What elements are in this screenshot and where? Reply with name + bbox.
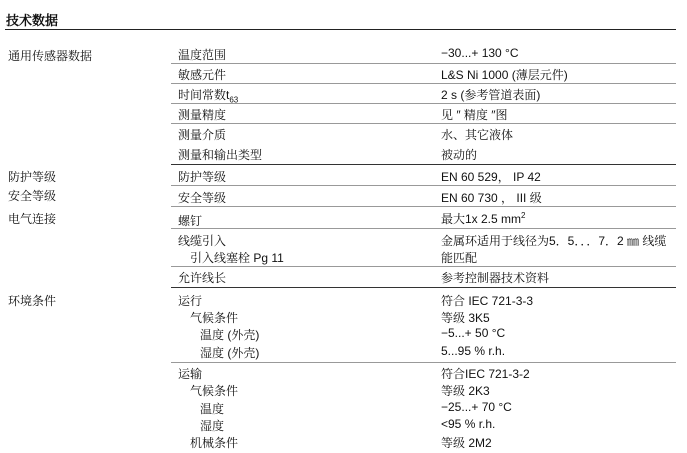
value-op-humidity: 5...95 % r.h. bbox=[441, 344, 506, 358]
label-screw: 螺钉 bbox=[178, 214, 203, 228]
row-divider bbox=[171, 206, 676, 207]
value-op-climate: 等级 3K5 bbox=[441, 311, 490, 325]
value-cable-length: 参考控制器技术资料 bbox=[441, 271, 550, 285]
row-divider bbox=[171, 228, 676, 229]
section-protection: 防护等级 bbox=[8, 170, 57, 184]
label-time-constant-sub: 63 bbox=[229, 95, 239, 105]
value-temperature-range: −30...+ 130 °C bbox=[441, 46, 519, 60]
row-divider bbox=[171, 63, 676, 64]
label-op-humidity: 湿度 (外壳) bbox=[200, 346, 260, 360]
value-op-temperature: −5...+ 50 °C bbox=[441, 326, 506, 340]
value-safety: EN 60 730 ， III 级 bbox=[441, 191, 542, 205]
section-divider bbox=[171, 287, 676, 288]
value-gland: 能匹配 bbox=[441, 251, 478, 265]
row-divider bbox=[171, 83, 676, 84]
label-operation: 运行 bbox=[178, 294, 203, 308]
value-tr-mechanical: 等级 2M2 bbox=[441, 436, 492, 450]
label-medium: 测量介质 bbox=[178, 128, 227, 142]
label-sensing-element: 敏感元件 bbox=[178, 68, 227, 82]
section-safety: 安全等级 bbox=[8, 189, 57, 203]
title-rule bbox=[5, 29, 676, 30]
label-tr-temperature: 温度 bbox=[200, 402, 225, 416]
value-time-constant: 2 s (参考管道表面) bbox=[441, 88, 541, 102]
value-screw-text: 最大1x 2.5 mm bbox=[441, 212, 522, 226]
value-accuracy: 见 ″ 精度 ″图 bbox=[441, 108, 508, 122]
label-tr-humidity: 湿度 bbox=[200, 419, 225, 433]
row-divider bbox=[171, 185, 676, 186]
section-divider bbox=[171, 164, 676, 165]
row-divider bbox=[171, 103, 676, 104]
section-environment: 环境条件 bbox=[8, 294, 57, 308]
label-time-constant-text: 时间常数t bbox=[178, 88, 230, 102]
label-safety: 安全等级 bbox=[178, 191, 227, 205]
value-tr-humidity: <95 % r.h. bbox=[441, 417, 496, 431]
row-divider bbox=[171, 123, 676, 124]
section-general-sensor: 通用传感器数据 bbox=[8, 49, 93, 63]
label-cable-entry: 线缆引入 bbox=[178, 234, 227, 248]
value-cable-entry: 金属环适用于线径为5．5．．．7．2 ㎜ 线缆 bbox=[441, 234, 667, 248]
value-operation: 符合 IEC 721-3-3 bbox=[441, 294, 534, 308]
label-cable-length: 允许线长 bbox=[178, 271, 227, 285]
label-transport: 运输 bbox=[178, 367, 203, 381]
label-op-climate: 气候条件 bbox=[190, 311, 239, 325]
label-gland: 引入线塞栓 Pg 11 bbox=[190, 251, 284, 265]
label-temperature-range: 温度范围 bbox=[178, 48, 227, 62]
row-divider bbox=[171, 266, 676, 267]
value-sensing-element: L&S Ni 1000 (薄层元件) bbox=[441, 68, 568, 82]
value-medium: 水、其它液体 bbox=[441, 128, 514, 142]
page-title: 技术数据 bbox=[6, 13, 59, 28]
value-screw-sup: 2 bbox=[521, 211, 526, 220]
value-transport: 符合IEC 721-3-2 bbox=[441, 367, 530, 381]
row-divider bbox=[171, 362, 676, 363]
label-tr-climate: 气候条件 bbox=[190, 384, 239, 398]
label-tr-mechanical: 机械条件 bbox=[190, 436, 239, 450]
value-output-type: 被动的 bbox=[441, 148, 478, 162]
value-tr-climate: 等级 2K3 bbox=[441, 384, 490, 398]
value-protection: EN 60 529， IP 42 bbox=[441, 170, 541, 184]
value-screw bbox=[441, 210, 525, 227]
label-output-type: 测量和输出类型 bbox=[178, 148, 263, 162]
label-accuracy: 测量精度 bbox=[178, 108, 227, 122]
label-op-temperature: 温度 (外壳) bbox=[200, 328, 260, 342]
label-protection: 防护等级 bbox=[178, 170, 227, 184]
value-tr-temperature: −25...+ 70 °C bbox=[441, 400, 512, 414]
section-electrical: 电气连接 bbox=[8, 212, 57, 226]
label-time-constant bbox=[178, 86, 238, 104]
